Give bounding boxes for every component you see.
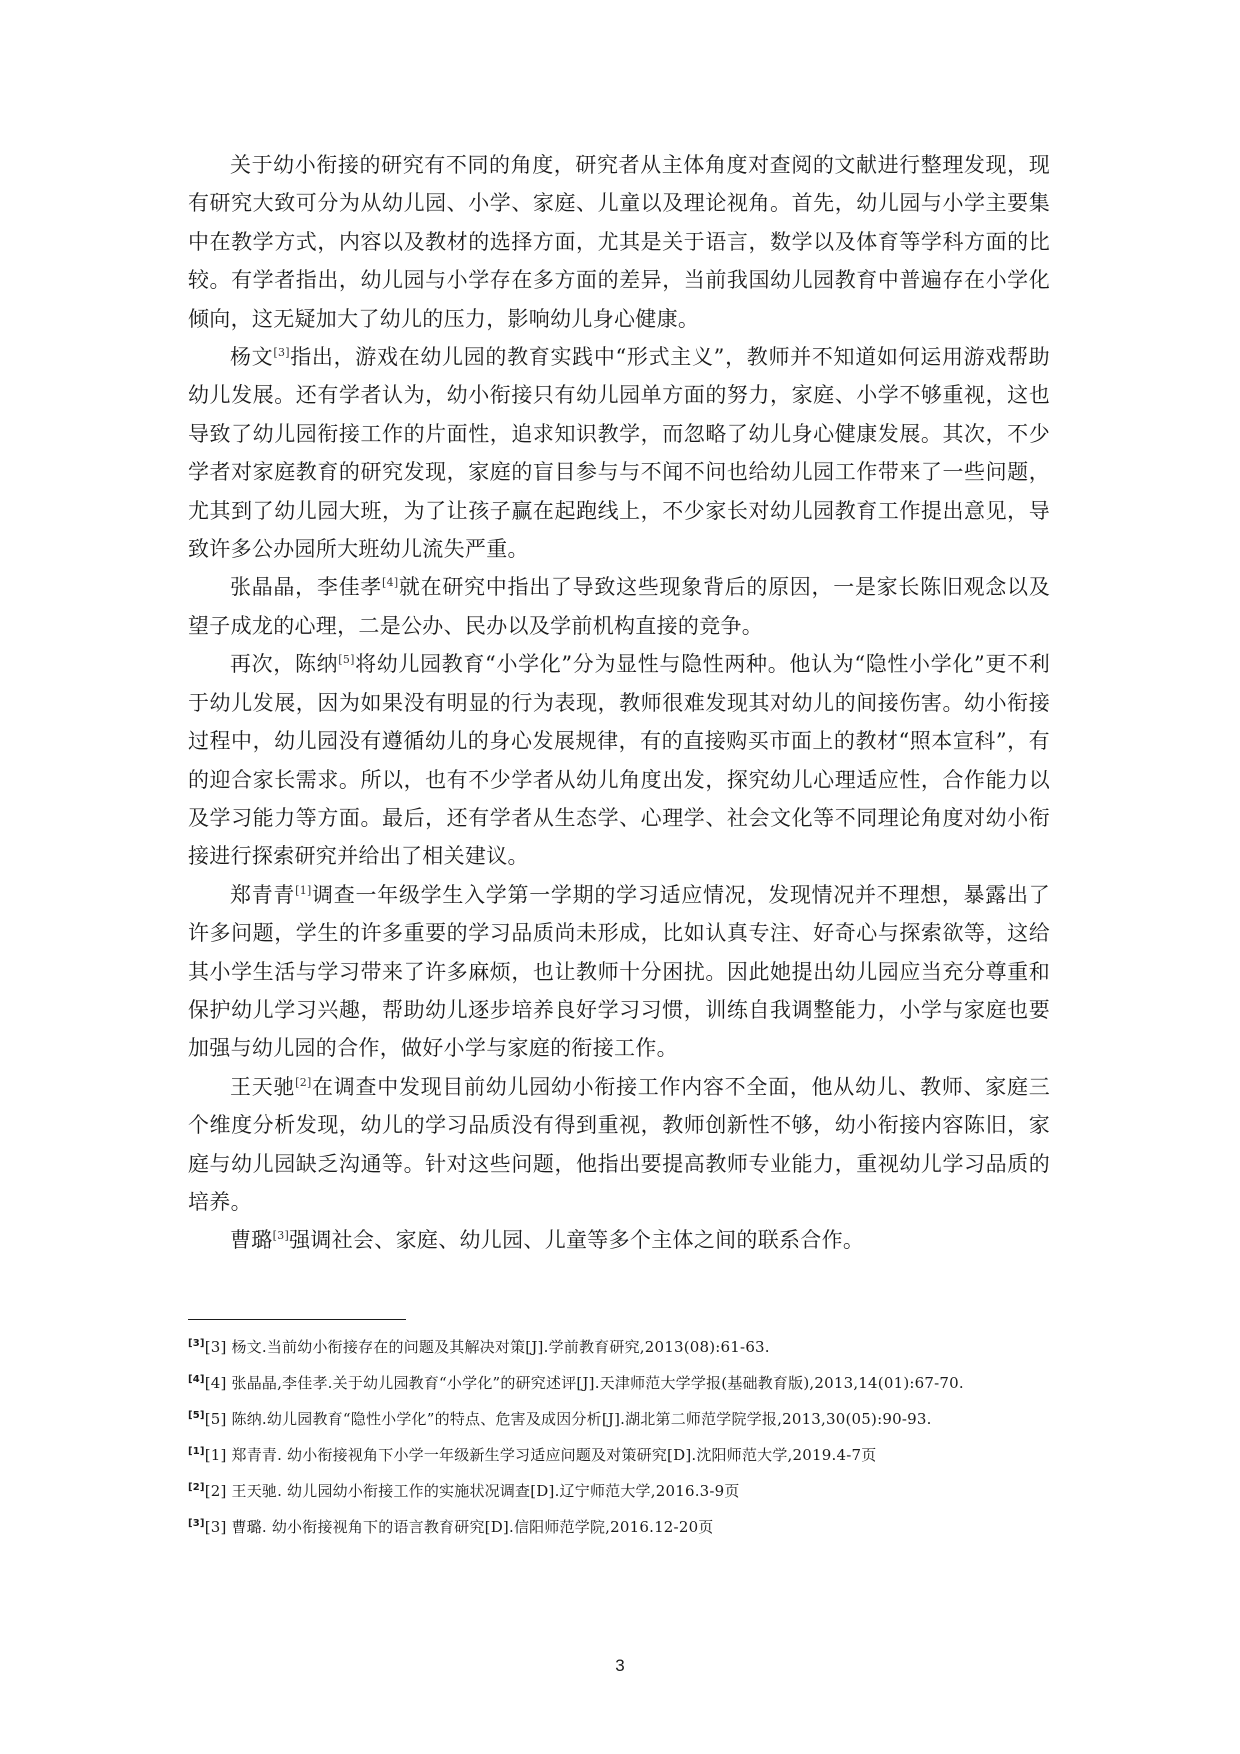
paragraph-2 [188, 338, 1050, 568]
paragraph-5 [188, 876, 1050, 1068]
paragraph-text: 强调社会、家庭、幼儿园、儿童等多个主体之间的联系合作。 [289, 1228, 865, 1253]
citation-mark[interactable]: [3] [272, 1229, 290, 1243]
citation-mark[interactable]: [5] [338, 653, 355, 667]
footnote-mark[interactable]: [3] [188, 1338, 205, 1349]
footnote-separator [188, 1319, 406, 1320]
footnote-mark[interactable]: [1] [188, 1446, 205, 1457]
paragraph-text-lead: 杨文 [230, 345, 274, 370]
footnote-item [188, 1369, 1068, 1397]
footnote-text: [3] 曹璐. 幼小衔接视角下的语言教育研究[D].信阳师范学院,2016.12-20页 [204, 1518, 714, 1536]
paragraph-text-lead: 曹璐 [230, 1228, 273, 1253]
footnote-text: [3] 杨文.当前幼小衔接存在的问题及其解决对策[J].学前教育研究,2013(08):61-63. [204, 1338, 770, 1356]
paragraph-4 [188, 645, 1050, 875]
body-text [188, 146, 1050, 1260]
footnote-item [188, 1513, 1068, 1541]
footnotes [188, 1333, 1068, 1549]
paragraph-text: 指出，游戏在幼儿园的教育实践中“形式主义”，教师并不知道如何运用游戏帮助幼儿发展。还有学者认为，幼小衔接只有幼儿园单方面的努力，家庭、小学不够重视，这也导致了幼儿园衔接工作的片面性，追求知识教学，而忽略了幼儿身心健康发展。其次，不少学者对家庭教育的研究发现，家庭的盲目参与与不闻不问也给幼儿园工作带来了一些问题，尤其到了幼儿园大班，为了让孩子赢在起跑线上，不少家长对幼儿园教育工作提出意见，导致许多公办园所大班幼儿流失严重。 [188, 345, 1050, 562]
footnote-item [188, 1477, 1068, 1505]
paragraph-7 [188, 1221, 1050, 1259]
footnote-mark[interactable]: [4] [188, 1374, 205, 1385]
paragraph-text-lead: 张晶晶，李佳孝 [230, 575, 383, 600]
citation-mark[interactable]: [1] [295, 883, 312, 897]
footnote-text: [5] 陈纳.幼儿园教育“隐性小学化”的特点、危害及成因分析[J].湖北第二师范学院学报,2013,30(05):90-93. [204, 1410, 932, 1428]
footnote-text: [2] 王天驰. 幼儿园幼小衔接工作的实施状况调查[D].辽宁师范大学,2016.3-9页 [204, 1482, 740, 1500]
paragraph-text: 就在研究中指出了导致这些现象背后的原因，一是家长陈旧观念以及望子成龙的心理，二是公办、民办以及学前机构直接的竞争。 [188, 575, 1050, 638]
footnote-mark[interactable]: [3] [188, 1518, 205, 1529]
paragraph-6 [188, 1068, 1050, 1222]
paragraph-text-lead: 王天驰 [230, 1074, 296, 1099]
footnote-text: [1] 郑青青. 幼小衔接视角下小学一年级新生学习适应问题及对策研究[D].沈阳师范大学,2019.4-7页 [204, 1446, 877, 1464]
footnote-item [188, 1441, 1068, 1469]
citation-mark[interactable]: [4] [382, 576, 399, 590]
paragraph-text: 将幼儿园教育“小学化”分为显性与隐性两种。他认为“隐性小学化”更不利于幼儿发展，因为如果没有明显的行为表现，教师很难发现其对幼儿的间接伤害。幼小衔接过程中，幼儿园没有遵循幼儿的身心发展规律，有的直接购买市面上的教材“照本宣科”，有的迎合家长需求。所以，也有不少学者从幼儿角度出发，探究幼儿心理适应性，合作能力以及学习能力等方面。最后，还有学者从生态学、心理学、社会文化等不同理论角度对幼小衔接进行探索研究并给出了相关建议。 [188, 652, 1051, 869]
paragraph-text-lead: 再次，陈纳 [230, 652, 339, 677]
citation-mark[interactable]: [3] [273, 346, 290, 360]
footnote-mark[interactable]: [2] [188, 1482, 205, 1493]
paragraph-3 [188, 568, 1050, 645]
footnote-mark[interactable]: [5] [188, 1410, 205, 1421]
paragraph-text: 关于幼小衔接的研究有不同的角度，研究者从主体角度对查阅的文献进行整理发现，现有研究大致可分为从幼儿园、小学、家庭、儿童以及理论视角。首先，幼儿园与小学主要集中在教学方式，内容以及教材的选择方面，尤其是关于语言，数学以及体育等学科方面的比较。有学者指出，幼儿园与小学存在多方面的差异，当前我国幼儿园教育中普遍存在小学化倾向，这无疑加大了幼儿的压力，影响幼儿身心健康。 [188, 153, 1050, 331]
page-number: 3 [615, 1656, 625, 1675]
footnote-item [188, 1405, 1068, 1433]
paragraph-text: 调查一年级学生入学第一学期的学习适应情况，发现情况并不理想，暴露出了许多问题，学生的许多重要的学习品质尚未形成，比如认真专注、好奇心与探索欲等，这给其小学生活与学习带来了许多麻烦，也让教师十分困扰。因此她提出幼儿园应当充分尊重和保护幼儿学习兴趣，帮助幼儿逐步培养良好学习习惯，训练自我调整能力，小学与家庭也要加强与幼儿园的合作，做好小学与家庭的衔接工作。 [188, 882, 1050, 1061]
footnote-item [188, 1333, 1068, 1361]
paragraph-1 [188, 146, 1050, 338]
footnote-text: [4] 张晶晶,李佳孝.关于幼儿园教育“小学化”的研究述评[J].天津师范大学学报(基础教育版),2013,14(01):67-70. [204, 1374, 964, 1392]
paragraph-text-lead: 郑青青 [230, 882, 296, 907]
paragraph-text: 在调查中发现目前幼儿园幼小衔接工作内容不全面，他从幼儿、教师、家庭三个维度分析发现，幼儿的学习品质没有得到重视，教师创新性不够，幼小衔接内容陈旧，家庭与幼儿园缺乏沟通等。针对这些问题，他指出要提高教师专业能力，重视幼儿学习品质的培养。 [188, 1074, 1050, 1214]
citation-mark[interactable]: [2] [295, 1075, 312, 1089]
